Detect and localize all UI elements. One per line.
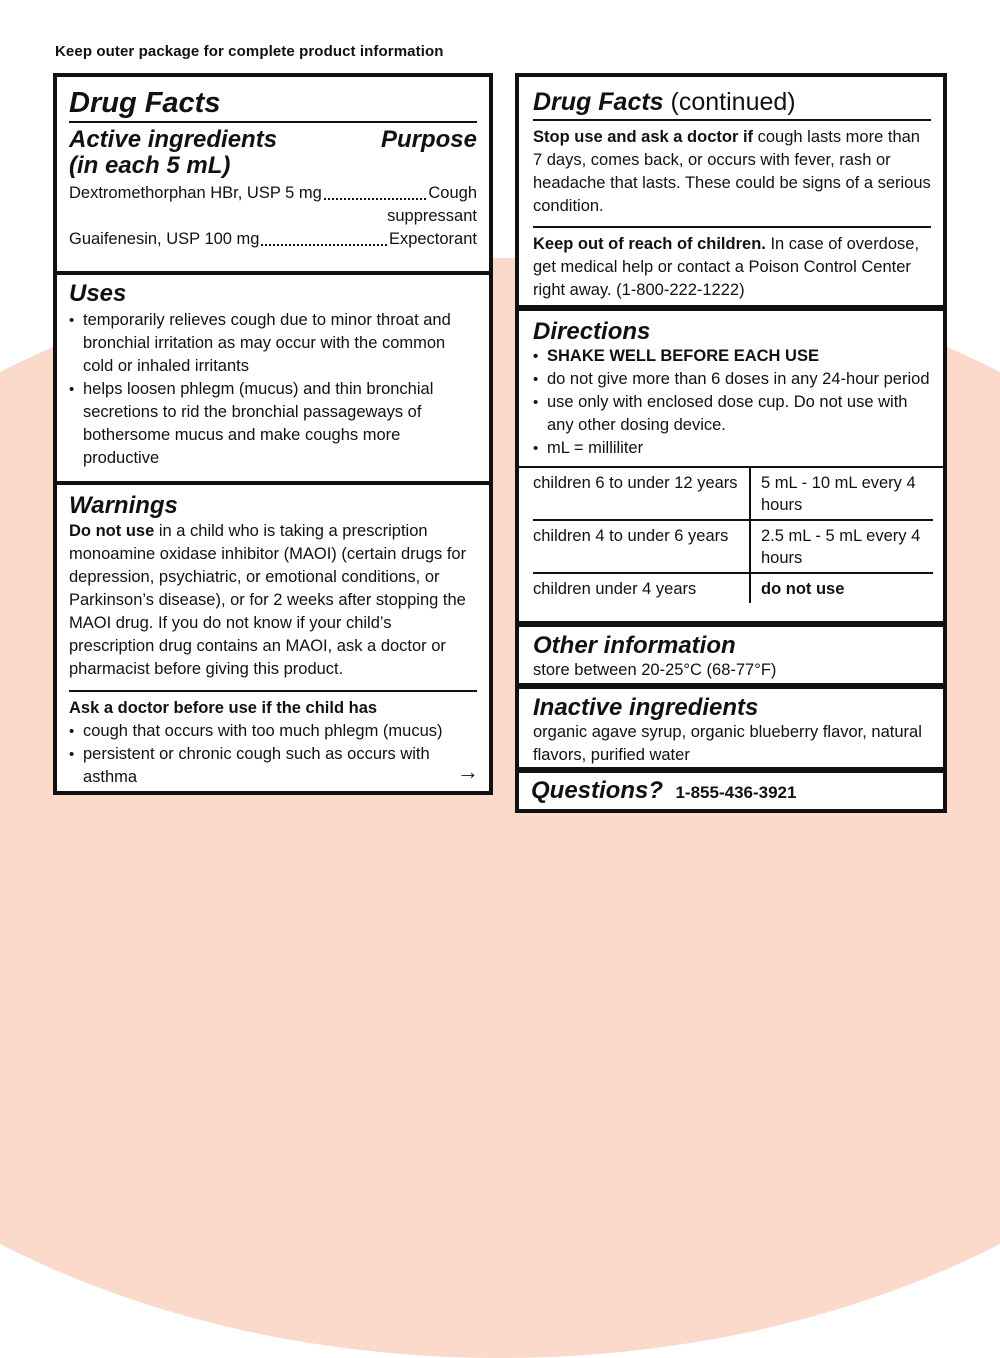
ingredient-purpose: Cough [428, 184, 477, 202]
table-row [533, 468, 933, 520]
list-item: • temporarily relieves cough due to minor throat and bronchial irritation as may occur with the common cold or inhaled irritants [69, 309, 477, 378]
active-ingredients-heading [69, 127, 277, 179]
continue-arrow-icon: → [457, 759, 479, 784]
ingredient-row-2 [69, 228, 477, 251]
active-heading-line1: Active ingredients [69, 126, 278, 153]
drug-facts-continued-title [533, 87, 931, 117]
purpose-heading: Purpose [380, 126, 477, 153]
ingredient-purpose-line2: suppressant [387, 207, 477, 225]
keep-out-paragraph [533, 233, 931, 302]
directions-section [515, 307, 947, 625]
questions-section [515, 769, 947, 813]
dose-age: children 6 to under 12 years [533, 474, 738, 492]
drug-facts-left-panel [53, 73, 493, 795]
uses-list [69, 309, 477, 470]
list-item: • do not give more than 6 doses in any 24-hour period [533, 368, 933, 391]
list-item: • persistent or chronic cough such as occurs with asthma [69, 743, 477, 789]
warnings-section [57, 481, 489, 791]
list-item: • mL = milliliter [533, 437, 933, 460]
continued-title-main: Drug Facts [533, 88, 664, 116]
active-heading-line2: (in each 5 mL) [69, 152, 231, 179]
ingredient-name: Dextromethorphan HBr, USP 5 mg [69, 184, 322, 202]
other-information-heading: Other information [533, 632, 736, 659]
keep-out-text: In case of overdose, get medical help or contact a Poison Control Center right away. (1-800-222-1222) [533, 235, 920, 299]
table-row [533, 573, 933, 603]
questions-heading: Questions? [531, 777, 664, 804]
dosage-table [533, 468, 933, 603]
table-row [533, 520, 933, 573]
continued-title-suffix: (continued) [663, 88, 796, 116]
active-ingredients-section [57, 77, 489, 271]
directions-list [533, 345, 933, 460]
ask-doctor-list [69, 720, 477, 789]
ingredient-row-1 [69, 182, 477, 228]
dose-amount: do not use [750, 573, 933, 603]
dose-age: children under 4 years [533, 573, 750, 603]
shake-well-item: • SHAKE WELL BEFORE EACH USE [533, 345, 933, 368]
list-item: • use only with enclosed dose cup. Do not use with any other dosing device. [533, 391, 933, 437]
outer-package-note: Keep outer package for complete product information [55, 43, 444, 60]
stop-use-label: Stop use and ask a doctor if [533, 128, 754, 146]
inactive-ingredients-text: organic agave syrup, organic blueberry flavor, natural flavors, purified water [533, 723, 922, 764]
uses-section [57, 271, 489, 481]
inactive-ingredients-heading: Inactive ingredients [533, 694, 759, 721]
do-not-use-label: Do not use [69, 522, 155, 540]
dose-amount: 2.5 mL - 5 mL every 4 hours [750, 520, 933, 573]
stop-use-paragraph [533, 126, 931, 218]
dose-age: children 4 to under 6 years [533, 520, 750, 573]
ingredient-purpose: Expectorant [388, 230, 477, 248]
stop-use-text: cough lasts more than 7 days, comes back, or occurs with fever, rash or headache that lasts. These could be signs of a serious condition. [533, 128, 931, 215]
storage-text: store between 20-25°C (68-77°F) [533, 661, 777, 679]
list-item: • helps loosen phlegm (mucus) and thin bronchial secretions to rid the bronchial passageways of bothersome mucus and make coughs more productive [69, 378, 477, 470]
list-item: • cough that occurs with too much phlegm (mucus) [69, 720, 477, 743]
other-information-section [515, 623, 947, 687]
ask-doctor-heading: Ask a doctor before use if the child has [69, 699, 378, 717]
inactive-ingredients-section [515, 685, 947, 771]
directions-heading: Directions [533, 318, 651, 345]
do-not-use-text: in a child who is taking a prescription monoamine oxidase inhibitor (MAOI) (certain drugs for depression, psychiatric, or emotional conditions, or Parkinson’s disease), or for 2 weeks after stopping the MAOI drug. If you do not know if your child’s prescription drug contains an MAOI, ask a doctor or pharmacist before giving this product. [69, 522, 467, 678]
questions-phone: 1-855-436-3921 [675, 783, 797, 802]
warnings-heading: Warnings [69, 492, 178, 519]
ingredient-name: Guaifenesin, USP 100 mg [69, 230, 260, 248]
dose-amount: 5 mL - 10 mL every 4 hours [750, 468, 933, 520]
uses-heading: Uses [69, 280, 127, 307]
drug-facts-title: Drug Facts [69, 87, 221, 119]
keep-out-label: Keep out of reach of children. [533, 235, 766, 253]
do-not-use-paragraph [69, 520, 477, 681]
drug-facts-right-panel-top [515, 73, 947, 309]
